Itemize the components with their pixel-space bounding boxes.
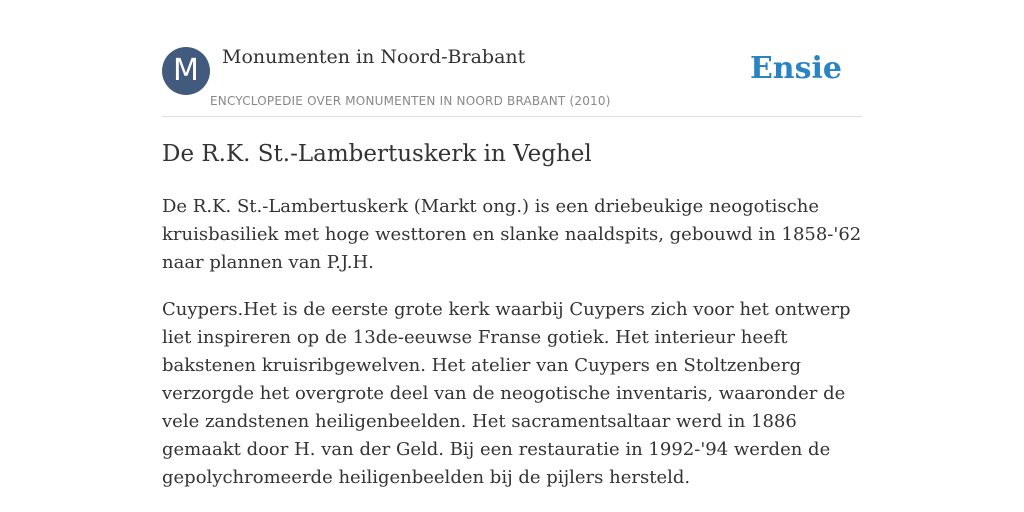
ensie-logo[interactable]: Ensie (749, 51, 842, 86)
article-card (162, 0, 862, 488)
source-title[interactable]: Monumenten in Noord-Brabant (222, 46, 526, 68)
source-avatar[interactable]: M (162, 47, 210, 95)
article-paragraph: De R.K. St.-Lambertuskerk (Markt ong.) is een driebeukige neogotische kruisbasiliek met hoge westtoren en slanke naaldspits, gebouwd in 1858-'62 naar plannen van P.J.H. (162, 196, 862, 273)
article-body (162, 193, 862, 511)
source-subtitle: ENCYCLOPEDIE OVER MONUMENTEN IN NOORD BRABANT (2010) (210, 94, 611, 108)
article-paragraph: Cuypers.Het is de eerste grote kerk waarbij Cuypers zich voor het ontwerp liet inspireren op de 13de-eeuwse Franse gotiek. Het interieur heeft bakstenen kruisribgewelven. Het atelier van Cuypers en Stoltzenberg verzorgde het overgrote deel van de neogotische inventaris, waaronder de vele zandstenen heiligenbeelden. Het sacramentsaltaar werd in 1886 gemaakt door H. van der Geld. Bij een restauratie in 1992-'94 werden de gepolychromeerde heiligenbeelden bij de pijlers hersteld. (162, 299, 851, 488)
article-title: De R.K. St.-Lambertuskerk in Veghel (162, 141, 592, 167)
source-header (162, 0, 862, 117)
